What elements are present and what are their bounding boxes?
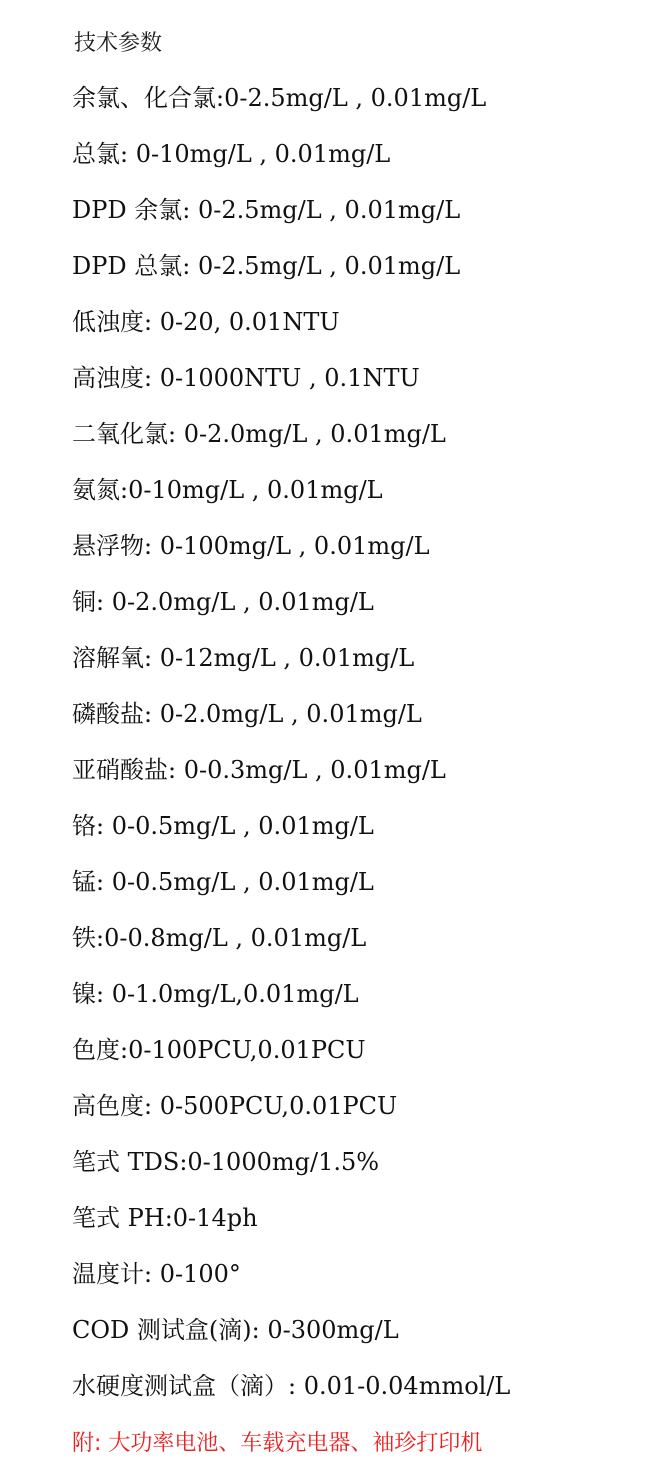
spec-row: 高浊度: 0-1000NTU , 0.1NTU: [72, 364, 420, 392]
spec-row: 铁:0-0.8mg/L , 0.01mg/L: [72, 924, 367, 952]
spec-row: 磷酸盐: 0-2.0mg/L , 0.01mg/L: [72, 700, 422, 728]
spec-row: 温度计: 0-100°: [72, 1260, 241, 1288]
spec-row: 镍: 0-1.0mg/L,0.01mg/L: [72, 980, 359, 1008]
spec-row: 铬: 0-0.5mg/L , 0.01mg/L: [72, 812, 374, 840]
spec-row: 总氯: 0-10mg/L , 0.01mg/L: [72, 140, 391, 168]
spec-row: 水硬度测试盒（滴）: 0.01-0.04mmol/L: [72, 1372, 511, 1400]
spec-heading: 技术参数: [74, 31, 163, 56]
spec-row: 悬浮物: 0-100mg/L , 0.01mg/L: [72, 532, 430, 560]
spec-row: DPD 总氯: 0-2.5mg/L , 0.01mg/L: [72, 252, 461, 280]
spec-list: [72, 70, 510, 1414]
spec-row: 低浊度: 0-20, 0.01NTU: [72, 308, 340, 336]
spec-row: 笔式 TDS:0-1000mg/1.5%: [72, 1148, 380, 1176]
spec-row: COD 测试盒(滴): 0-300mg/L: [72, 1316, 399, 1344]
spec-row: 色度:0-100PCU,0.01PCU: [72, 1036, 366, 1064]
spec-row: 笔式 PH:0-14ph: [72, 1204, 258, 1232]
spec-row: 铜: 0-2.0mg/L , 0.01mg/L: [72, 588, 374, 616]
spec-row: 高色度: 0-500PCU,0.01PCU: [72, 1092, 398, 1120]
accessories-note: 附: 大功率电池、车载充电器、袖珍打印机: [72, 1431, 483, 1456]
spec-row: DPD 余氯: 0-2.5mg/L , 0.01mg/L: [72, 196, 461, 224]
spec-row: 氨氮:0-10mg/L , 0.01mg/L: [72, 476, 383, 504]
spec-row: 溶解氧: 0-12mg/L , 0.01mg/L: [72, 644, 415, 672]
spec-row: 亚硝酸盐: 0-0.3mg/L , 0.01mg/L: [72, 756, 446, 784]
spec-row: 二氧化氯: 0-2.0mg/L , 0.01mg/L: [72, 420, 446, 448]
spec-row: 余氯、化合氯:0-2.5mg/L , 0.01mg/L: [72, 84, 487, 112]
spec-row: 锰: 0-0.5mg/L , 0.01mg/L: [72, 868, 374, 896]
